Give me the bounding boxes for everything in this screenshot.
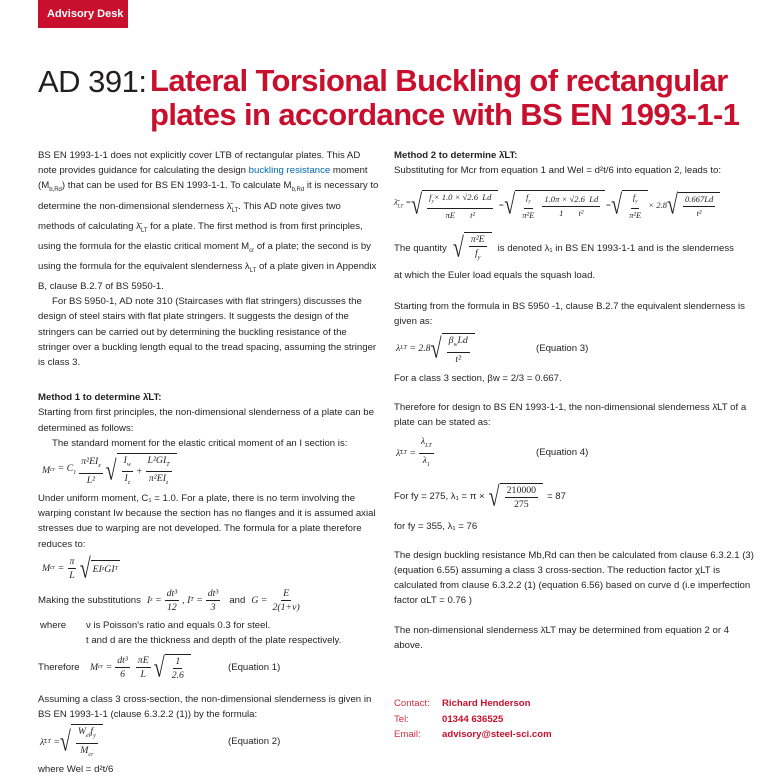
section-tag: Advisory Desk [38,0,128,28]
mcr-plate-equation: M cr = $\frac{\pi}{L}$ √ EI z GI T [42,553,118,585]
equation-1: Therefore M cr = $\frac{\text{dt³}}{6}$ $\frac{\pi E}{L}$ √ $\frac{1}{2.6}$ (Equation 1) [38,652,281,684]
equation-2: λ̄ LT = √ $\frac{W_{el}f_y}{M_{cr}}$ (Equation 2) [38,722,380,762]
equation-4: λ̄ LT = $\frac{\lambda_{LT}}{\lambda_1}$ (Equation 4) [396,436,589,469]
contact-email-link[interactable]: advisory@steel-sci.com [442,729,552,740]
top-bar [0,0,768,28]
bs5950-paragraph: For BS 5950-1, AD note 310 (Staircases with flat stringers) discusses the design of steel stairs with flat plate stringers. It suggests the design of the stringers can be carried out by determining the buckling resistance of the stringer over a buckling length equal to the tread spacing, assuming the stringer is class 3. [38,296,377,368]
starting-paragraph: Starting from the formula in BS 5950 -1, clause B.2.7 the equivalent slenderness is given as: [394,300,745,327]
contact-phone[interactable]: 01344 636525 [442,713,504,725]
design-paragraph: The design buckling resistance Mb,Rd can then be calculated from clause 6.3.2.1 (3) (equation 6.55) assuming a class 3 cross-section. The reduction factor χLT is calculated from clause 6.3.2.2 (1) (equation 6.56) based on curve d (i.e imperfection factor αLT = 0.76 ) [394,549,754,607]
quantity-line: The quantity √ $\frac{\text{π²E}}{f_y}$ is denoted λ₁ in BS EN 1993-1-1 and is the slenderness [394,232,734,264]
uniform-moment-paragraph: Under uniform moment, C₁ = 1.0. For a plate, there is no term involving the warping constant Iw because the section has no flanges and it is assumed axial stresses due to warping are not developed. The formula for a plate therefore reduces to: [38,492,376,550]
wel-definition: where Wel = d²t/6 [38,764,114,776]
contact-name: Richard Henderson [442,698,531,709]
article-title: Lateral Torsional Buckling of rectangular plates in accordance with BS EN 1993-1-1 [150,63,740,132]
therefore-paragraph: Therefore for design to BS EN 1993-1-1, the non-dimensional slenderness λ̄LT of a plate can be stated as: [394,402,747,429]
lambda-substitution-equation: $\lambdā_{LT}$ = √ $\frac{f_y\times 1.0 \times √2.6 Ld}{\text{πE t²}}$ = √ $\frac{f_y}{\text{π²E}}$ $\frac{1.0\pi \times √2.6 Ld}{\text{1 t²}}$ = √ $\frac{f_y}{\text{π²E}}$ × 2.8 √ $\frac{0.667Ld}{\text{t²}}$ [394,182,754,228]
final-paragraph: The non-dimensional slenderness λ̄LT may be determined from equation 2 or 4 above. [394,624,730,651]
contact-block: Contact: Richard Henderson Tel: 01344 636525 Email: advisory@steel-sci.com [394,698,552,740]
right-column [394,148,754,653]
method1-standard: The standard moment for the elastic critical moment of an I section is: [52,437,348,449]
left-column [38,148,380,777]
intro-paragraph: BS EN 1993-1-1 does not explicitly cover LTB of rectangular plates. This AD note provides guidance for calculating the design buckling resistance moment $(M_{b,Rd})$ that can be used for BS EN 1993-1-1. To calculate $M_{b,Rd}$ it is necessary to determine the non-dimensional slenderness $\lambdā_{LT}$. This AD note gives two methods of calculating $\lambdā_{LT}$ for a plate. The first method is from first principles, using the formula for the elastic critical moment $M_{cr}$ of a plate; the second is by using the formula for the equivalent slenderness $\lambda_{LT}$ of a plate given in Appendix B, clause B.2.7 of BS 5950-1. [38,150,379,292]
equation-3: λ LT = 2.8 √ $\frac{\beta_wLd}{\text{t²}}$ (Equation 3) [396,333,589,365]
substitutions-line: Making the substitutions I z = $\frac{\text{dt³}}{12}$ , I T = $\frac{\text{dt³}}{3}$ and G = $\frac{E}{2(1+\nu)}$ [38,588,300,614]
mcr-i-section-equation: M cr = $C_1$ $\frac{\pi^2EI_z}{\text{L²}}$ √ $\frac{I_w}{I_z}$ + $\frac{L^2GI_T}{\pi^2EI_z}$ [42,451,380,491]
method2-intro: Substituting for Mcr from equation 1 and Wel = d²t/6 into equation 2, leads to: [394,165,721,177]
article-number: AD 391: [38,64,147,99]
where-block: where ν is Poisson's ratio and equals 0.3 for steel. t and d are the thickness and depth of the plate respectively. [40,619,342,646]
quantity-continued: at which the Euler load equals the squash load. [394,270,596,282]
method2-heading: Method 2 to determine λ̄LT: [394,150,518,161]
beta-w-line: For a class 3 section, βw = 2/3 = 0.667. [394,373,562,385]
class3-paragraph: Assuming a class 3 cross-section, the non-dimensional slenderness is given in BS EN 1993-1-1 (clause 6.3.2.2 (1)) by the formula: [38,693,372,720]
fy275-line: For fy = 275, λ₁ = π × √ $\frac{210000}{275}$ = 87 [394,481,566,513]
method1-heading: Method 1 to determine λ̄LT: [38,392,162,404]
buckling-resistance-link[interactable]: buckling resistance [248,165,331,177]
fy355-line: for fy = 355, λ₁ = 76 [394,520,478,532]
method1-intro: Starting from first principles, the non-dimensional slenderness of a plate can be determined as follows: [38,407,374,434]
